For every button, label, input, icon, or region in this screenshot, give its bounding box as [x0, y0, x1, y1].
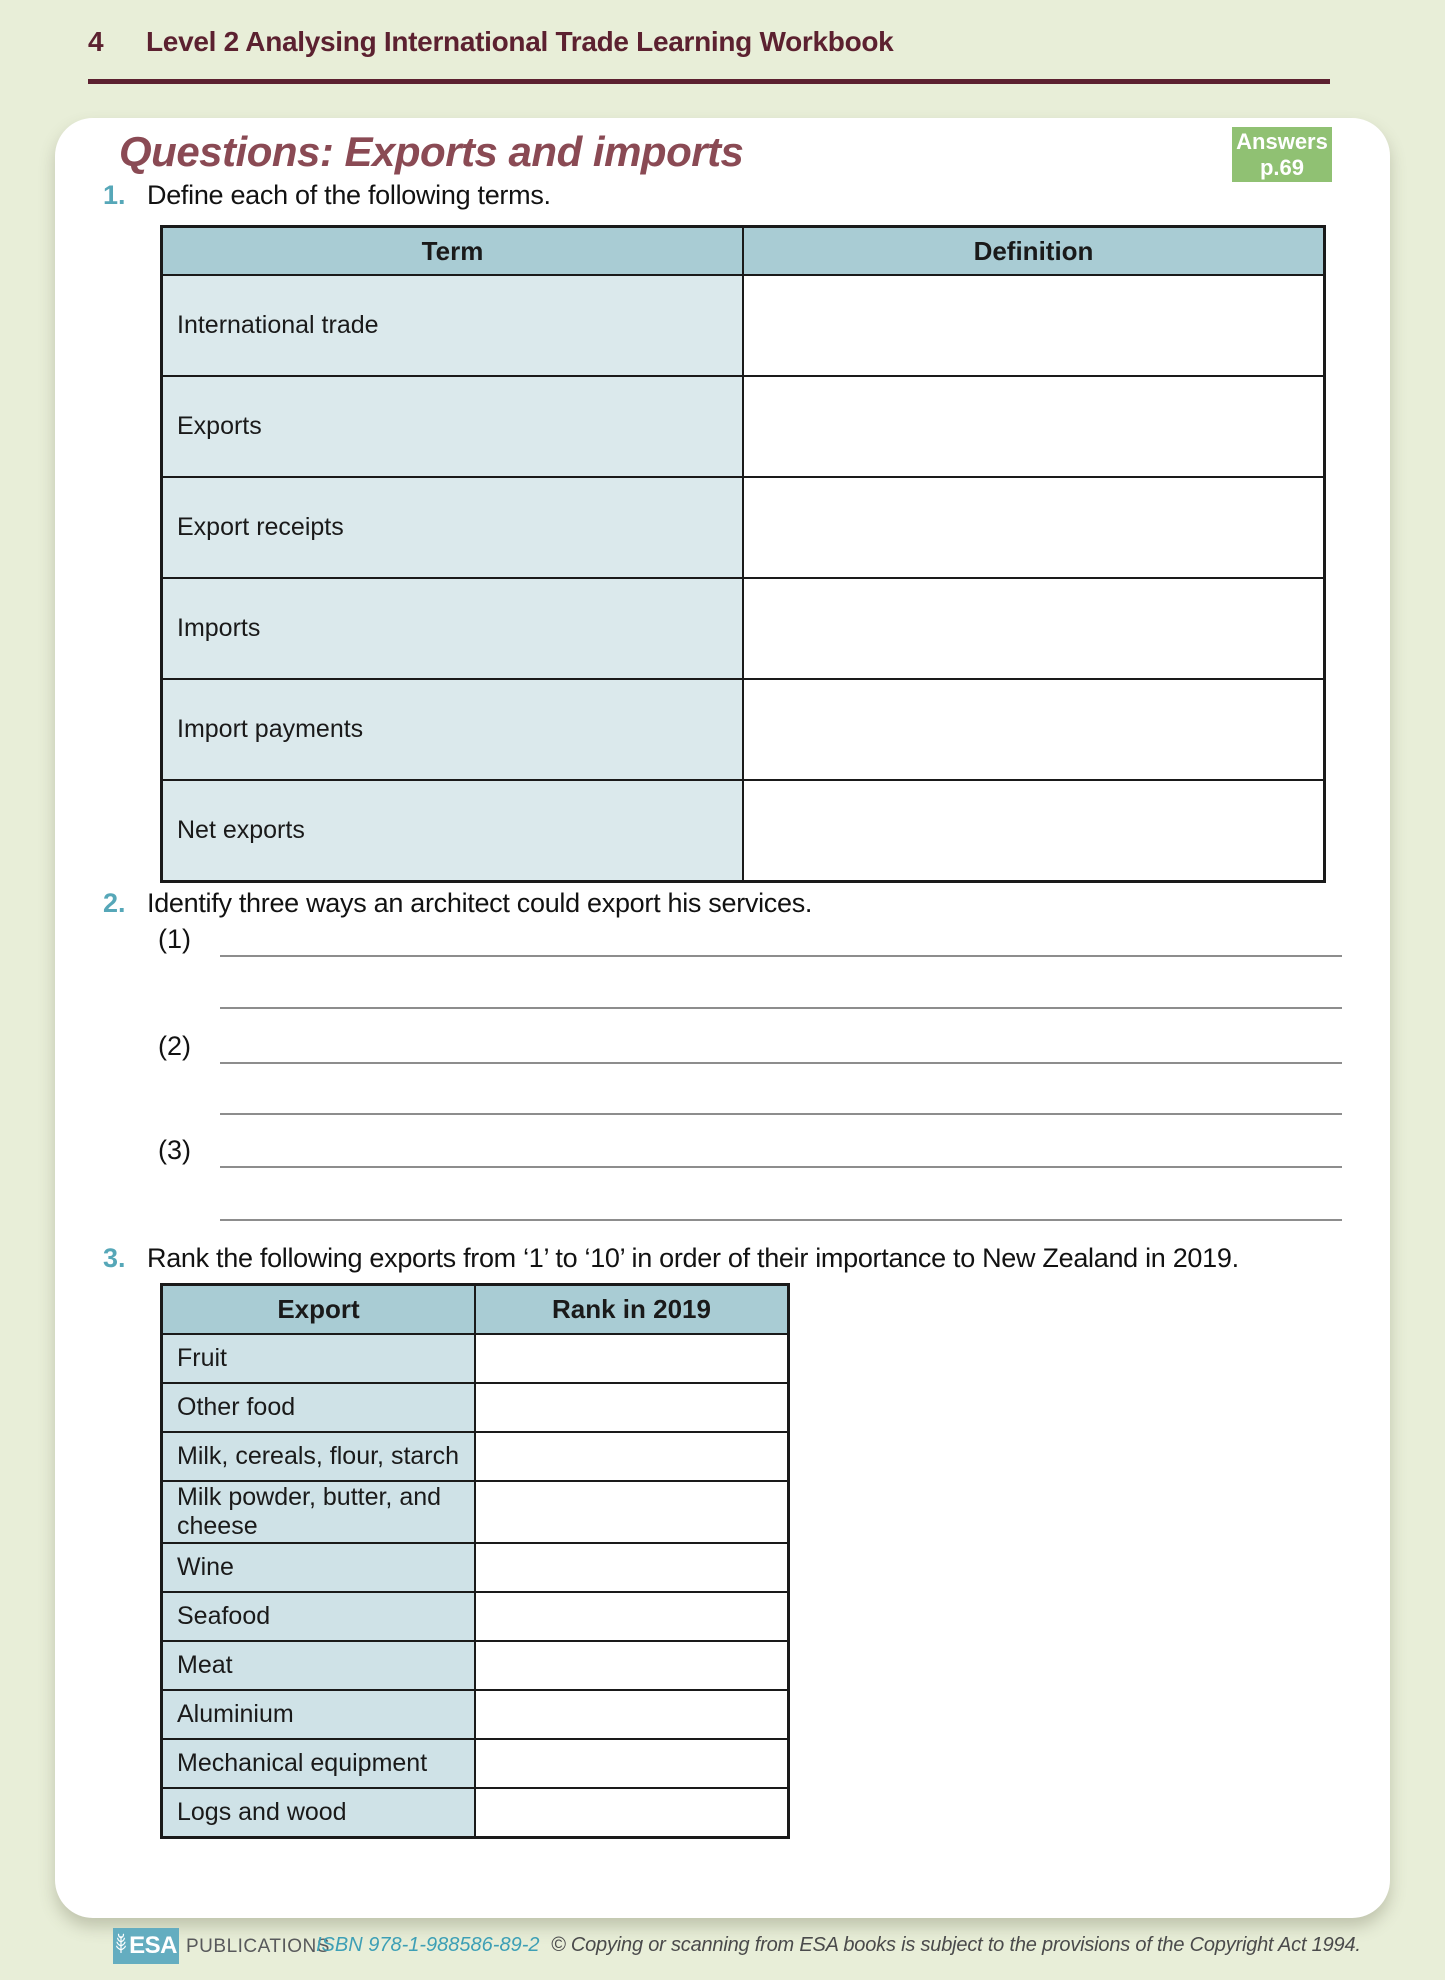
rank-answer-cell[interactable]: [475, 1481, 789, 1543]
definition-answer-cell[interactable]: [743, 376, 1325, 477]
definitions-table: [160, 225, 1326, 883]
question-3-text: Rank the following exports from ‘1’ to ‘10’ in order of their importance to New Zealand in 2019.: [147, 1243, 1239, 1273]
term-cell: Exports: [162, 376, 744, 477]
esa-logo-text: ESA: [129, 1932, 177, 1959]
term-cell: Imports: [162, 578, 744, 679]
answers-badge-line2: p.69: [1259, 155, 1305, 180]
export-cell: Fruit: [162, 1334, 476, 1383]
table-header-row: [162, 227, 1325, 276]
export-cell: Milk, cereals, flour, starch: [162, 1432, 476, 1481]
rank-answer-cell[interactable]: [475, 1592, 789, 1641]
export-cell: Mechanical equipment: [162, 1739, 476, 1788]
table-row: [162, 1383, 789, 1432]
item-1-label: (1): [158, 924, 191, 954]
table-row: [162, 1334, 789, 1383]
definition-answer-cell[interactable]: [743, 679, 1325, 780]
page-footer: [0, 1922, 1445, 1980]
answers-badge-line1: Answers: [1236, 129, 1328, 154]
question-2-number: 2.: [103, 888, 126, 918]
answer-line[interactable]: [220, 1219, 1342, 1221]
table-row: [162, 1641, 789, 1690]
column-header-rank: Rank in 2019: [475, 1285, 789, 1335]
answer-line[interactable]: [220, 1062, 1342, 1064]
export-cell: Wine: [162, 1543, 476, 1592]
rank-answer-cell[interactable]: [475, 1334, 789, 1383]
export-cell: Seafood: [162, 1592, 476, 1641]
content-card: [55, 118, 1390, 1918]
table-row: [162, 780, 1325, 882]
page-number: 4: [88, 26, 104, 57]
export-cell: Logs and wood: [162, 1788, 476, 1838]
rank-answer-cell[interactable]: [475, 1383, 789, 1432]
export-cell: Other food: [162, 1383, 476, 1432]
question-1-number: 1.: [103, 180, 126, 210]
export-cell: Aluminium: [162, 1690, 476, 1739]
table-row: [162, 679, 1325, 780]
answer-line[interactable]: [220, 1166, 1342, 1168]
question-2-text: Identify three ways an architect could export his services.: [147, 888, 813, 918]
definition-answer-cell[interactable]: [743, 578, 1325, 679]
question-3-number: 3.: [103, 1243, 126, 1273]
term-cell: Export receipts: [162, 477, 744, 578]
rank-answer-cell[interactable]: [475, 1641, 789, 1690]
term-cell: Net exports: [162, 780, 744, 882]
answer-line[interactable]: [220, 955, 1342, 957]
table-row: [162, 578, 1325, 679]
table-row: [162, 376, 1325, 477]
rank-answer-cell[interactable]: [475, 1690, 789, 1739]
export-ranking-table: [160, 1283, 790, 1839]
table-row: [162, 1432, 789, 1481]
rank-answer-cell[interactable]: [475, 1739, 789, 1788]
item-2-label: (2): [158, 1031, 191, 1061]
export-cell: Milk powder, butter, and cheese: [162, 1481, 476, 1543]
copyright-notice: © Copying or scanning from ESA books is subject to the provisions of the Copyright Act 1994.: [551, 1934, 1361, 1956]
esa-logo: [113, 1928, 179, 1964]
table-row: [162, 1690, 789, 1739]
esa-fern-icon: [115, 1932, 127, 1961]
answer-line[interactable]: [220, 1113, 1342, 1115]
term-cell: Import payments: [162, 679, 744, 780]
section-title: Questions: Exports and imports: [119, 128, 744, 175]
definition-answer-cell[interactable]: [743, 275, 1325, 376]
term-cell: International trade: [162, 275, 744, 376]
column-header-term: Term: [162, 227, 744, 276]
workbook-header-title: Level 2 Analysing International Trade Learning Workbook: [146, 26, 894, 57]
table-row: [162, 275, 1325, 376]
item-3-label: (3): [158, 1135, 191, 1165]
export-cell: Meat: [162, 1641, 476, 1690]
definition-answer-cell[interactable]: [743, 780, 1325, 882]
answers-page-badge: [1232, 127, 1332, 182]
rank-answer-cell[interactable]: [475, 1432, 789, 1481]
table-header-row: [162, 1285, 789, 1335]
rank-answer-cell[interactable]: [475, 1543, 789, 1592]
rank-answer-cell[interactable]: [475, 1788, 789, 1838]
definition-answer-cell[interactable]: [743, 477, 1325, 578]
publisher-label: PUBLICATIONS: [186, 1936, 330, 1957]
answer-line[interactable]: [220, 1007, 1342, 1009]
table-row: [162, 1739, 789, 1788]
table-row: [162, 1543, 789, 1592]
question-1-text: Define each of the following terms.: [147, 180, 551, 210]
table-row: [162, 1481, 789, 1543]
header-rule: [88, 79, 1330, 84]
column-header-export: Export: [162, 1285, 476, 1335]
table-row: [162, 477, 1325, 578]
isbn-label: ISBN 978-1-988586-89-2: [316, 1934, 540, 1956]
table-row: [162, 1788, 789, 1838]
column-header-definition: Definition: [743, 227, 1325, 276]
table-row: [162, 1592, 789, 1641]
